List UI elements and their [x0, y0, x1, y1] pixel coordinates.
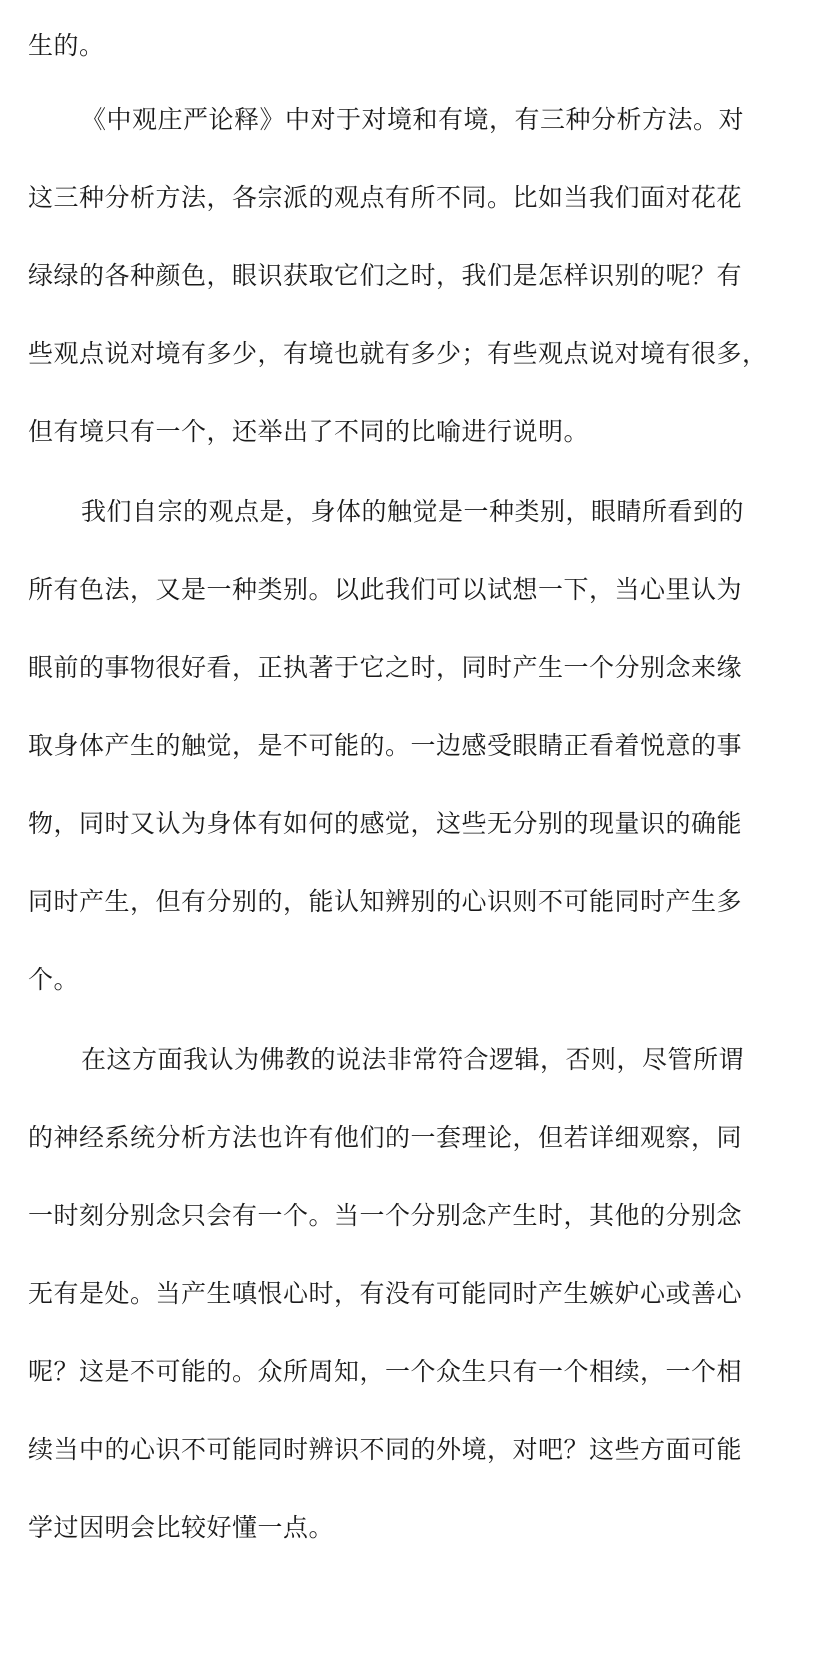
paragraph-3-line-6: 同时产生，但有分别的，能认知辨别的心识则不可能同时产生多: [28, 887, 743, 916]
paragraph-4-line-3: 一时刻分别念只会有一个。当一个分别念产生时，其他的分别念: [28, 1201, 743, 1230]
paragraph-3-line-3: 眼前的事物很好看，正执著于它之时，同时产生一个分别念来缘: [28, 653, 743, 682]
paragraph-2-line-3: 绿绿的各种颜色，眼识获取它们之时，我们是怎样识别的呢？有: [28, 261, 743, 290]
paragraph-4-line-4: 无有是处。当产生嗔恨心时，有没有可能同时产生嫉妒心或善心: [28, 1279, 743, 1308]
paragraph-4-line-2: 的神经系统分析方法也许有他们的一套理论，但若详细观察，同: [28, 1123, 743, 1152]
paragraph-3-line-2: 所有色法，又是一种类别。以此我们可以试想一下，当心里认为: [28, 575, 743, 604]
paragraph-4-line-5: 呢？这是不可能的。众所周知，一个众生只有一个相续，一个相: [28, 1357, 743, 1386]
paragraph-2-line-4: 些观点说对境有多少，有境也就有多少；有些观点说对境有很多，: [28, 339, 768, 368]
paragraph-3-line-4: 取身体产生的触觉，是不可能的。一边感受眼睛正看着悦意的事: [28, 731, 743, 760]
paragraph-2-line-2: 这三种分析方法，各宗派的观点有所不同。比如当我们面对花花: [28, 183, 743, 212]
paragraph-2-line-5: 但有境只有一个，还举出了不同的比喻进行说明。: [28, 417, 590, 446]
paragraph-3-line-5: 物，同时又认为身体有如何的感觉，这些无分别的现量识的确能: [28, 809, 743, 838]
paragraph-4-line-6: 续当中的心识不可能同时辨识不同的外境，对吧？这些方面可能: [28, 1435, 743, 1464]
paragraph-4-line-7: 学过因明会比较好懂一点。: [28, 1513, 335, 1542]
paragraph-3-line-7: 个。: [28, 965, 80, 994]
paragraph-4-line-1: 在这方面我认为佛教的说法非常符合逻辑，否则，尽管所谓: [81, 1045, 745, 1074]
paragraph-3-line-1: 我们自宗的观点是，身体的触觉是一种类别，眼睛所看到的: [81, 497, 745, 526]
text-line-1: 生的。: [28, 31, 105, 60]
paragraph-2-line-1: 《中观庄严论释》中对于对境和有境，有三种分析方法。对: [81, 105, 745, 134]
